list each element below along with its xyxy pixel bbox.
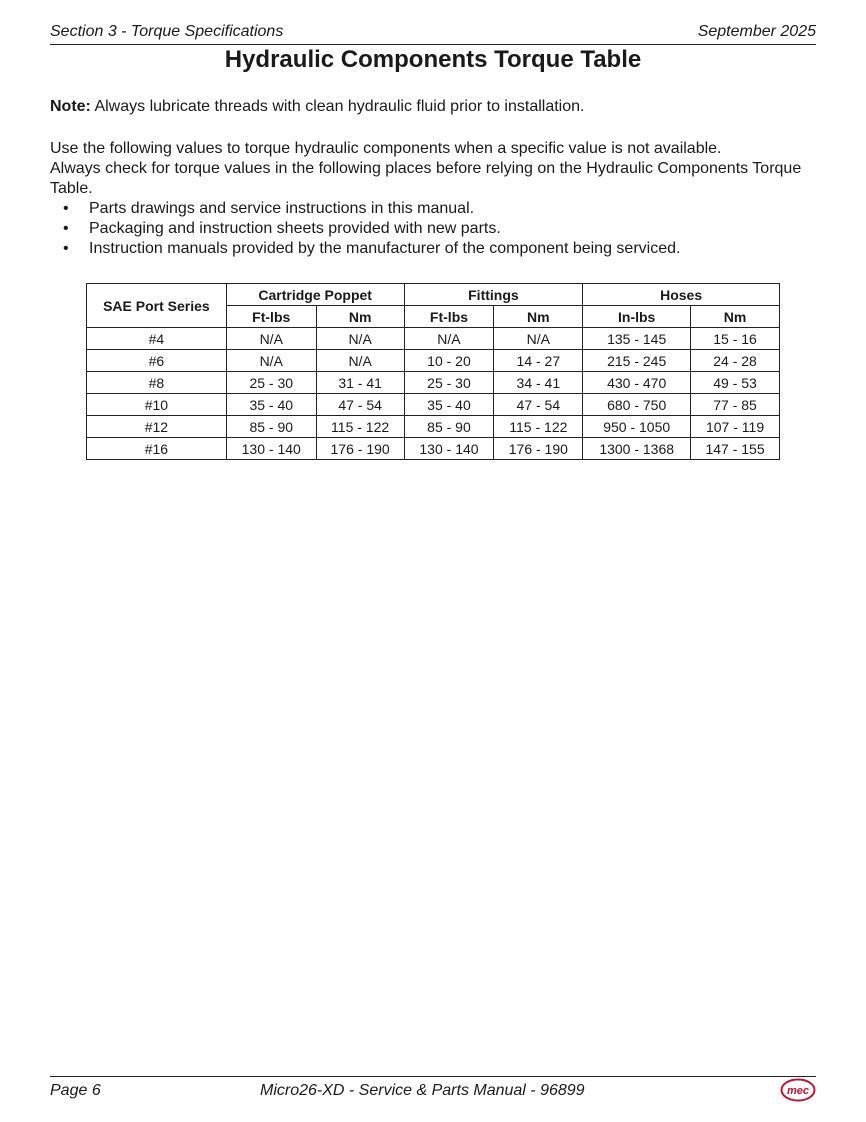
bullet-icon: •: [63, 200, 69, 217]
table-cell: 147 - 155: [691, 438, 780, 460]
table-row: [87, 438, 780, 460]
unit-header: Ft-lbs: [226, 306, 316, 328]
note: [50, 98, 584, 116]
table-cell: N/A: [494, 328, 583, 350]
intro-line-1: Use the following values to torque hydraulic components when a specific value is not available.: [50, 140, 722, 157]
table-cell: 950 - 1050: [583, 416, 691, 438]
logo-text: mec: [786, 1085, 810, 1097]
bullet-icon: •: [63, 240, 69, 257]
unit-header: Nm: [494, 306, 583, 328]
note-label: Note:: [50, 98, 91, 115]
list-item-text: Instruction manuals provided by the manufacturer of the component being serviced.: [89, 240, 681, 257]
table-row: [87, 328, 780, 350]
list-item-text: Packaging and instruction sheets provided with new parts.: [89, 220, 501, 237]
table-cell: 47 - 54: [494, 394, 583, 416]
unit-header: Ft-lbs: [404, 306, 494, 328]
table-row: [87, 350, 780, 372]
port-series-cell: #6: [87, 350, 227, 372]
bullet-icon: •: [63, 220, 69, 237]
port-series-cell: #4: [87, 328, 227, 350]
mec-logo-icon: [780, 1078, 816, 1102]
page-header: [50, 22, 816, 45]
source-list: [50, 199, 810, 259]
table-row: [87, 372, 780, 394]
table-cell: N/A: [226, 328, 316, 350]
table-cell: 135 - 145: [583, 328, 691, 350]
note-text: Always lubricate threads with clean hydraulic fluid prior to installation.: [94, 98, 585, 115]
table-cell: N/A: [316, 350, 404, 372]
table-cell: 1300 - 1368: [583, 438, 691, 460]
table-cell: 130 - 140: [404, 438, 494, 460]
table-cell: 85 - 90: [404, 416, 494, 438]
table-header-row: [87, 284, 780, 306]
table-row: [87, 416, 780, 438]
table-cell: 35 - 40: [226, 394, 316, 416]
table-cell: 115 - 122: [316, 416, 404, 438]
table-cell: N/A: [404, 328, 494, 350]
intro-line-2: Always check for torque values in the following places before relying on the Hydraulic Components Torque Table.: [50, 160, 802, 197]
header-date: September 2025: [697, 23, 816, 40]
table-cell: 176 - 190: [316, 438, 404, 460]
table-cell: 115 - 122: [494, 416, 583, 438]
torque-table: [86, 283, 780, 460]
table-cell: 14 - 27: [494, 350, 583, 372]
port-series-cell: #8: [87, 372, 227, 394]
table-cell: 24 - 28: [691, 350, 780, 372]
list-item: [50, 199, 810, 219]
table-cell: 215 - 245: [583, 350, 691, 372]
table-cell: 107 - 119: [691, 416, 780, 438]
intro-text: [50, 139, 810, 259]
table-cell: 25 - 30: [226, 372, 316, 394]
table-cell: 31 - 41: [316, 372, 404, 394]
table-cell: 176 - 190: [494, 438, 583, 460]
fittings-header: Fittings: [404, 284, 583, 306]
table-cell: N/A: [226, 350, 316, 372]
table-cell: 25 - 30: [404, 372, 494, 394]
list-item-text: Parts drawings and service instructions in this manual.: [89, 200, 475, 217]
table-cell: 77 - 85: [691, 394, 780, 416]
section-label: Section 3 - Torque Specifications: [50, 23, 284, 40]
page-title: Hydraulic Components Torque Table: [224, 46, 642, 73]
list-item: [50, 239, 810, 259]
table-cell: 15 - 16: [691, 328, 780, 350]
manual-title: Micro26-XD - Service & Parts Manual - 96899: [260, 1082, 585, 1099]
cartridge-poppet-header: Cartridge Poppet: [226, 284, 404, 306]
list-item: [50, 219, 810, 239]
port-series-header: SAE Port Series: [87, 284, 227, 328]
table-row: [87, 394, 780, 416]
table-cell: 49 - 53: [691, 372, 780, 394]
table-cell: 10 - 20: [404, 350, 494, 372]
table-cell: 130 - 140: [226, 438, 316, 460]
port-series-cell: #12: [87, 416, 227, 438]
page-footer: [50, 1076, 816, 1105]
table-cell: N/A: [316, 328, 404, 350]
unit-header: Nm: [316, 306, 404, 328]
table-cell: 35 - 40: [404, 394, 494, 416]
table-cell: 430 - 470: [583, 372, 691, 394]
port-series-cell: #16: [87, 438, 227, 460]
unit-header: Nm: [691, 306, 780, 328]
table-cell: 85 - 90: [226, 416, 316, 438]
hoses-header: Hoses: [583, 284, 780, 306]
table-cell: 34 - 41: [494, 372, 583, 394]
table-cell: 680 - 750: [583, 394, 691, 416]
unit-header: In-lbs: [583, 306, 691, 328]
page-number: Page 6: [50, 1082, 101, 1099]
port-series-cell: #10: [87, 394, 227, 416]
table-cell: 47 - 54: [316, 394, 404, 416]
